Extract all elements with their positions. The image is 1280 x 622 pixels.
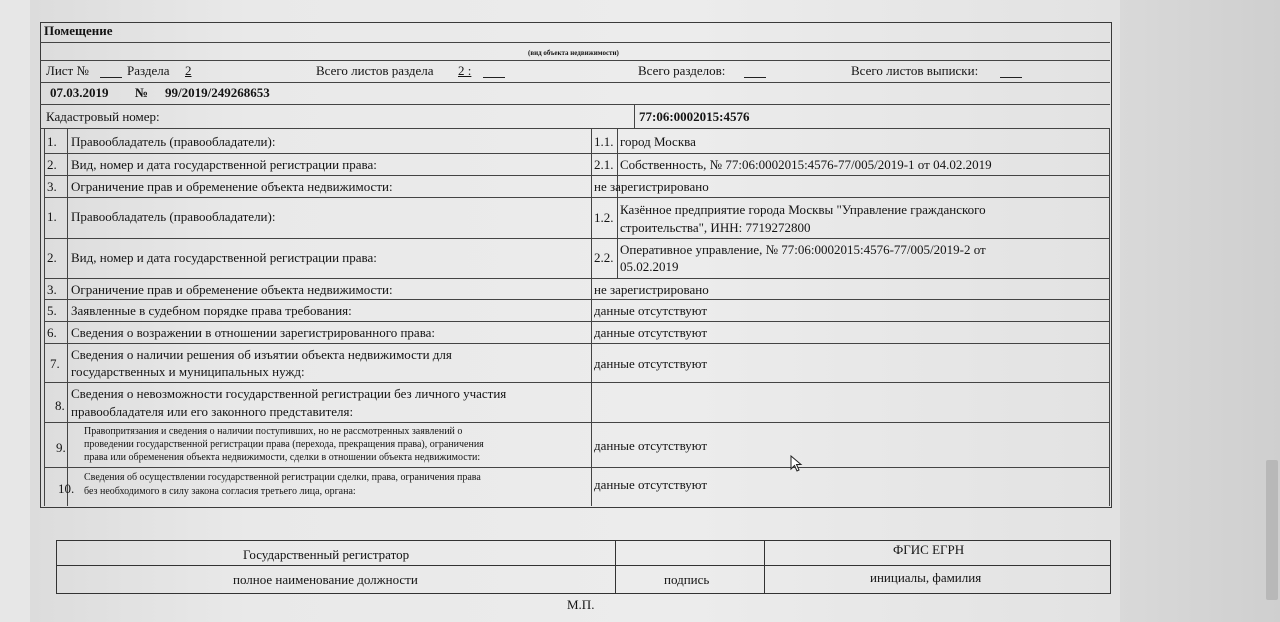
doc-number-label: №	[135, 85, 149, 100]
row-label: Вид, номер и дата государственной регистрации права:	[71, 157, 377, 172]
row-number: 3.	[47, 282, 57, 297]
row-value: данные отсутствуют	[594, 325, 708, 340]
section-label: Раздела	[127, 63, 170, 78]
row-label-line: Правопритязания и сведения о наличии поступивших, но не рассмотренных заявлений о	[84, 426, 463, 437]
row-number: 9.	[56, 440, 66, 455]
row-number: 1.	[47, 209, 57, 224]
doc-number: 99/2019/249268653	[165, 85, 270, 100]
row-label-line: правообладателя или его законного представителя:	[71, 404, 354, 419]
row-value-line: строительства", ИНН: 7719272800	[620, 220, 811, 235]
row-number: 3.	[47, 179, 57, 194]
total-sections-label: Всего разделов:	[638, 63, 726, 78]
cadastral-number: 77:06:0002015:4576	[639, 109, 750, 124]
row-label-line: Сведения о невозможности государственной регистрации без личного участия	[71, 386, 507, 401]
row-label: Правообладатель (правообладатели):	[71, 134, 276, 149]
mouse-cursor-icon	[790, 455, 804, 473]
row-value: данные отсутствуют	[594, 438, 708, 453]
total-sheets-extract-label: Всего листов выписки:	[851, 63, 979, 78]
row-value: не зарегистрировано	[594, 179, 709, 194]
row-number: 8.	[55, 398, 65, 413]
row-value-line: Оперативное управление, № 77:06:0002015:4576-77/005/2019-2 от	[620, 242, 986, 257]
row-number: 2.	[47, 250, 57, 265]
row-number: 5.	[47, 303, 57, 318]
extract-date: 07.03.2019	[50, 85, 109, 100]
row-subnumber: 1.2.	[594, 210, 614, 225]
row-label: Сведения о возражении в отношении зарегистрированного права:	[71, 325, 436, 340]
section-value: 2	[185, 63, 192, 78]
row-subnumber: 2.1.	[594, 157, 614, 172]
row-number: 2.	[47, 157, 57, 172]
page-background	[1120, 0, 1280, 622]
row-value: данные отсутствуют	[594, 356, 708, 371]
row-number: 7.	[50, 356, 60, 371]
signature-caption: подпись	[664, 572, 710, 587]
row-number: 1.	[47, 134, 57, 149]
row-label-line: Сведения о наличии решения об изъятии объекта недвижимости для	[71, 347, 452, 362]
row-label-line: Сведения об осуществлении государственной регистрации сделки, права, ограничения права	[84, 472, 481, 483]
row-label-line: государственных и муниципальных нужд:	[71, 364, 305, 379]
row-label: Вид, номер и дата государственной регистрации права:	[71, 250, 377, 265]
total-sheets-section-value: 2 :	[458, 63, 472, 78]
object-type-caption: (вид объекта недвижимости)	[528, 49, 619, 57]
stamp-place: М.П.	[567, 597, 595, 612]
row-value: данные отсутствуют	[594, 477, 708, 492]
registrar-position: Государственный регистратор	[243, 547, 410, 562]
total-sheets-section-label: Всего листов раздела	[316, 63, 434, 78]
row-label-line: проведении государственной регистрации права (перехода, прекращения права), ограничения	[84, 439, 484, 450]
row-number: 10.	[58, 481, 75, 496]
row-label-line: без необходимого в силу закона согласия третьего лица, органа:	[84, 486, 356, 497]
row-label: Ограничение прав и обременение объекта недвижимости:	[71, 282, 393, 297]
row-value: Собственность, № 77:06:0002015:4576-77/005/2019-1 от 04.02.2019	[620, 157, 992, 172]
registry-org: ФГИС ЕГРН	[893, 542, 965, 557]
row-label: Ограничение прав и обременение объекта недвижимости:	[71, 179, 393, 194]
row-value: город Москва	[620, 134, 696, 149]
row-subnumber: 1.1.	[594, 134, 614, 149]
row-value-line: 05.02.2019	[620, 259, 679, 274]
row-label: Правообладатель (правообладатели):	[71, 209, 276, 224]
sheet-label: Лист №	[46, 63, 89, 78]
position-caption: полное наименование должности	[233, 572, 418, 587]
row-value: не зарегистрировано	[594, 282, 709, 297]
row-value-line: Казённое предприятие города Москвы "Управление гражданского	[620, 202, 986, 217]
cadastral-label: Кадастровый номер:	[46, 109, 160, 124]
scrollbar[interactable]	[1266, 460, 1278, 600]
name-caption: инициалы, фамилия	[870, 570, 982, 585]
row-value: данные отсутствуют	[594, 303, 708, 318]
row-subnumber: 2.2.	[594, 250, 614, 265]
row-label-line: права или обременения объекта недвижимости, сделки в отношении объекта недвижимости:	[84, 452, 481, 463]
row-label: Заявленные в судебном порядке права требования:	[71, 303, 352, 318]
page-title: Помещение	[44, 23, 113, 38]
row-number: 6.	[47, 325, 57, 340]
